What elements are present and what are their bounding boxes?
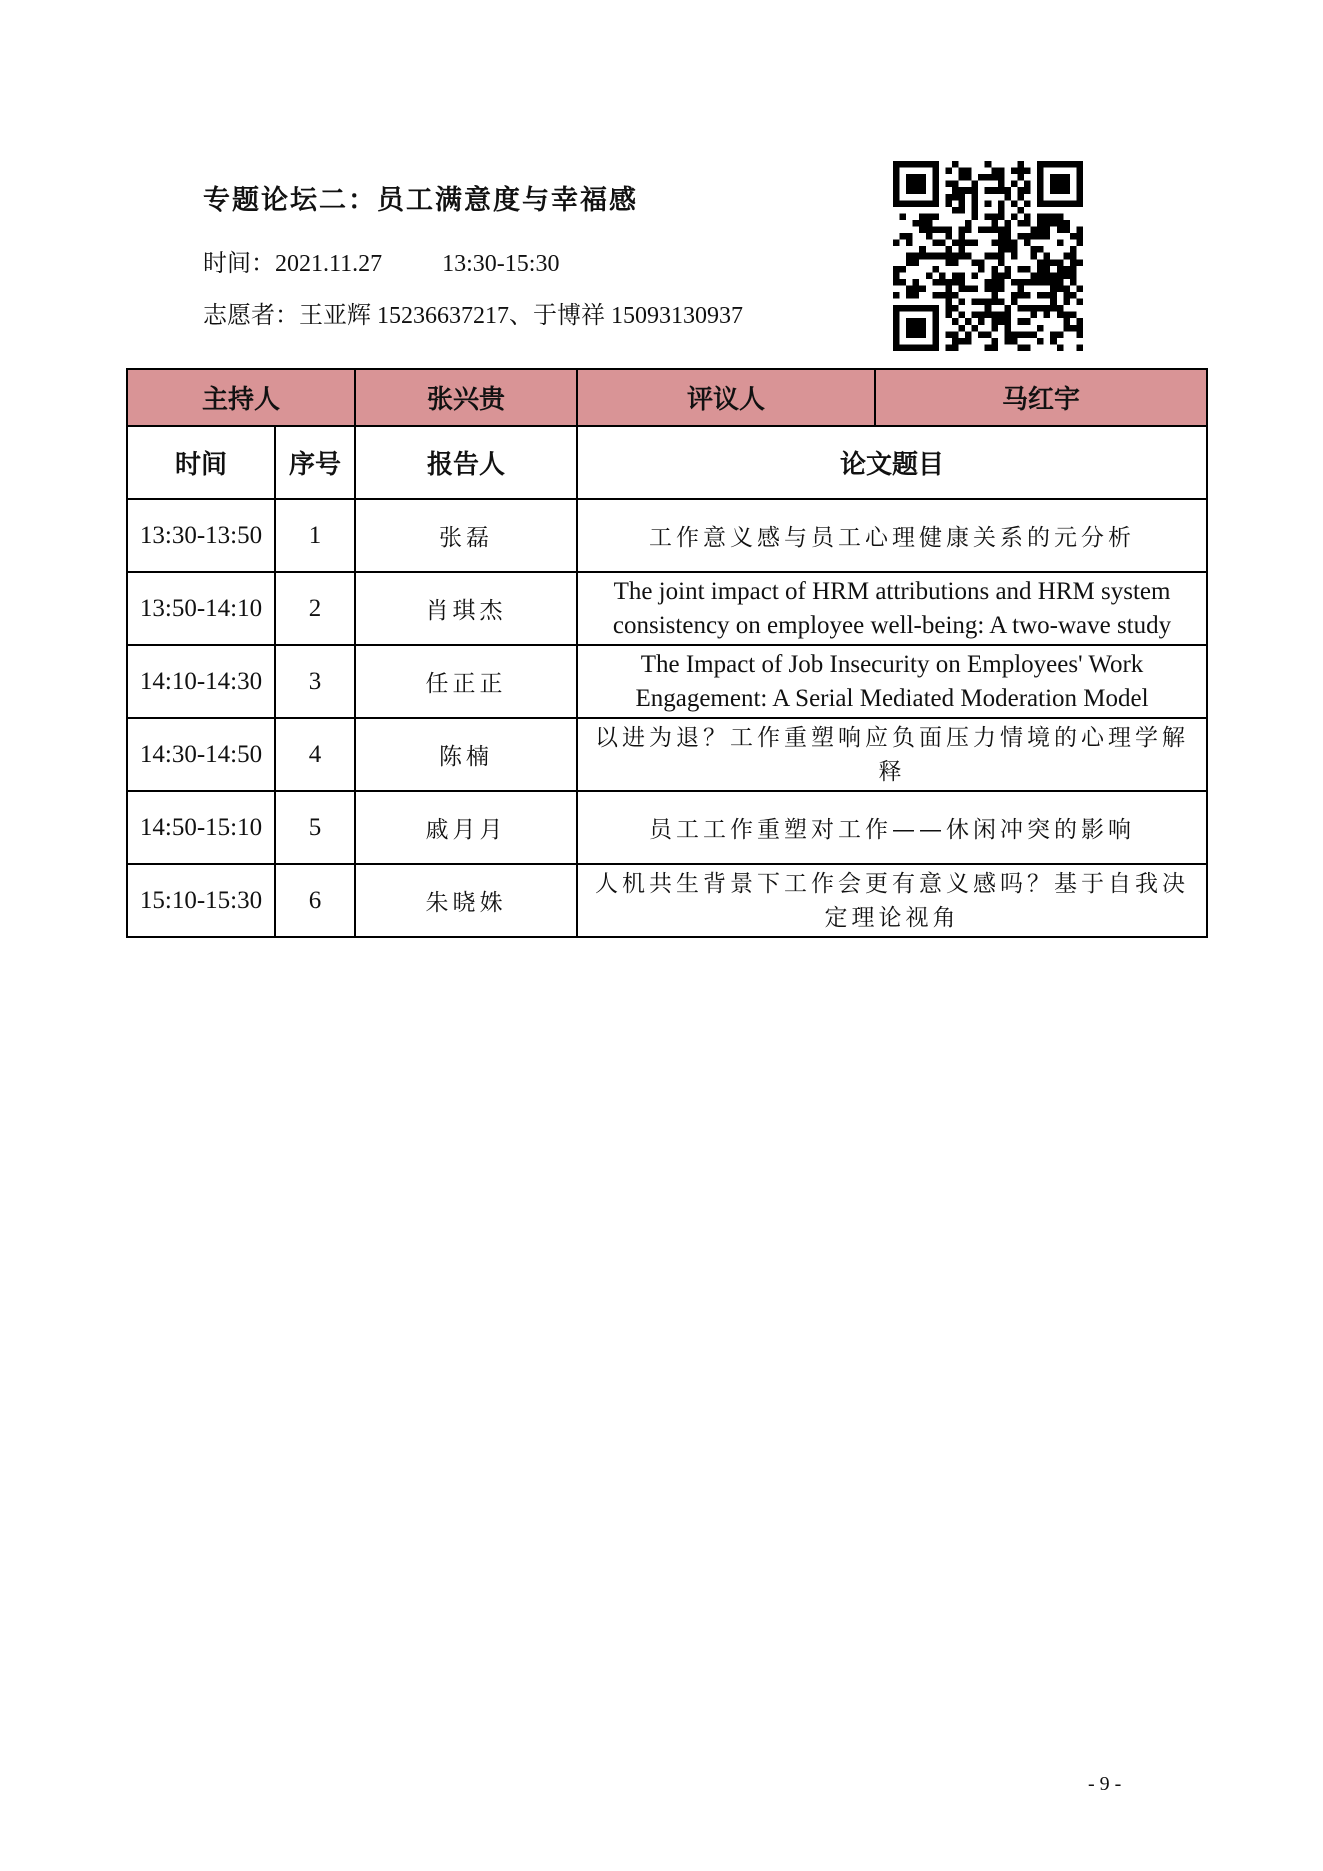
forum-title: 专题论坛二：员工满意度与幸福感 (203, 185, 638, 216)
col-title: 论文题目 (577, 426, 1207, 499)
row-reporter: 陈楠 (355, 718, 577, 791)
row-title: The joint impact of HRM attributions and HRM system consistency on employee well-being: A two-wave study (577, 572, 1207, 645)
row-reporter: 朱晓姝 (355, 864, 577, 937)
row-reporter: 任正正 (355, 645, 577, 718)
col-time: 时间 (127, 426, 275, 499)
row-time: 13:50-14:10 (127, 572, 275, 645)
row-no: 4 (275, 718, 355, 791)
row-no: 6 (275, 864, 355, 937)
table-row (127, 791, 1207, 864)
row-time: 15:10-15:30 (127, 864, 275, 937)
row-time: 14:30-14:50 (127, 718, 275, 791)
row-title: 以进为退？工作重塑响应负面压力情境的心理学解释 (577, 718, 1207, 791)
time-range: 13:30-15:30 (442, 251, 560, 277)
row-no: 3 (275, 645, 355, 718)
qr-code-icon (893, 161, 1083, 351)
commentator-label: 评议人 (577, 369, 875, 426)
row-no: 5 (275, 791, 355, 864)
row-reporter: 肖琪杰 (355, 572, 577, 645)
col-no: 序号 (275, 426, 355, 499)
table-row (127, 864, 1207, 937)
host-row (127, 369, 1207, 426)
page-number: - 9 - (1088, 1773, 1122, 1795)
time-label: 时间：2021.11.27 (203, 251, 383, 277)
row-reporter: 张磊 (355, 499, 577, 572)
host-name: 张兴贵 (355, 369, 577, 426)
row-title: The Impact of Job Insecurity on Employees' Work Engagement: A Serial Mediated Moderation Model (577, 645, 1207, 718)
commentator-name: 马红宇 (875, 369, 1207, 426)
table-row (127, 572, 1207, 645)
volunteers-line: 志愿者：王亚辉 15236637217、于博祥 15093130937 (203, 303, 743, 329)
schedule-table (126, 368, 1208, 938)
table-row (127, 499, 1207, 572)
row-time: 13:30-13:50 (127, 499, 275, 572)
column-header-row (127, 426, 1207, 499)
row-time: 14:50-15:10 (127, 791, 275, 864)
row-time: 14:10-14:30 (127, 645, 275, 718)
row-no: 2 (275, 572, 355, 645)
session-time (203, 243, 559, 278)
row-title: 工作意义感与员工心理健康关系的元分析 (577, 499, 1207, 572)
table-row (127, 645, 1207, 718)
row-no: 1 (275, 499, 355, 572)
col-reporter: 报告人 (355, 426, 577, 499)
row-reporter: 戚月月 (355, 791, 577, 864)
host-label: 主持人 (127, 369, 355, 426)
row-title: 员工工作重塑对工作——休闲冲突的影响 (577, 791, 1207, 864)
table-row (127, 718, 1207, 791)
row-title: 人机共生背景下工作会更有意义感吗？基于自我决定理论视角 (577, 864, 1207, 937)
